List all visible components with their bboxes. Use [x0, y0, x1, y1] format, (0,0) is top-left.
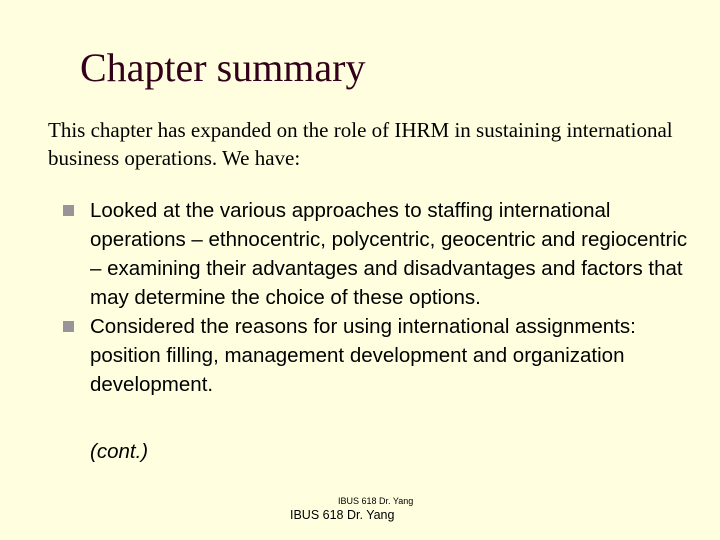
bullet-text: Considered the reasons for using international assignments: position filling, management development and organization development.	[90, 315, 636, 396]
intro-text: This chapter has expanded on the role of IHRM in sustaining international business operations. We have:	[48, 118, 673, 170]
list-item	[62, 196, 702, 312]
square-bullet-icon	[63, 321, 74, 332]
footer: IBUS 618 Dr. Yang	[290, 508, 395, 522]
bullet-list	[62, 196, 702, 399]
list-item	[62, 312, 702, 399]
footer-small: IBUS 618 Dr. Yang	[338, 496, 414, 506]
continued-label: (cont.)	[90, 440, 149, 463]
bullet-text: Looked at the various approaches to staffing international operations – ethnocentric, polycentric, geocentric and regiocentric – examining their advantages and disadvantages and factors that may determine the choice of these options.	[90, 199, 688, 309]
square-bullet-icon	[63, 205, 74, 216]
slide-title: Chapter summary	[80, 45, 366, 90]
